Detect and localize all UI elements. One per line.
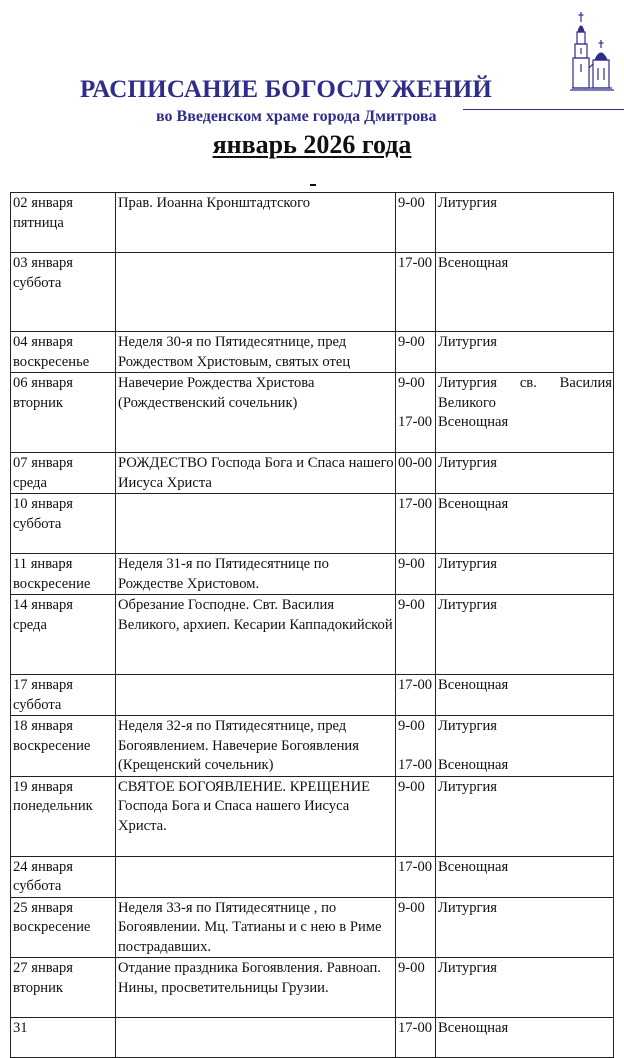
date-label: 06 января — [13, 375, 73, 391]
time-cell — [396, 776, 436, 856]
service-label: Литургия — [438, 455, 497, 471]
date-label: 10 января — [13, 496, 73, 512]
time-cell — [396, 193, 436, 253]
date-label: 18 января — [13, 718, 73, 734]
date-label: 19 января — [13, 778, 73, 795]
table-row — [11, 856, 614, 897]
time-cell — [396, 958, 436, 1018]
time-cell — [396, 253, 436, 332]
table-row — [11, 253, 614, 332]
table-row — [11, 776, 614, 856]
weekday-label: воскресение — [13, 575, 91, 592]
table-row — [11, 193, 614, 253]
time-label: 17-00 — [398, 757, 433, 773]
time-label: 9-00 — [398, 597, 425, 613]
service-cell — [436, 897, 614, 958]
service-label: Литургия — [438, 899, 497, 916]
feast-cell: Обрезание Господне. Свт. Василия Великого, архиеп. Кесарии Каппадокийской — [116, 595, 396, 675]
weekday-label: среда — [13, 474, 47, 491]
weekday-label: вторник — [13, 394, 64, 411]
service-cell — [436, 494, 614, 554]
table-row — [11, 332, 614, 373]
date-label: 04 января — [13, 334, 73, 350]
service-label: Всенощная — [438, 757, 509, 773]
table-row — [11, 453, 614, 494]
service-label: Литургия св. Василия Великого — [438, 375, 612, 411]
service-label: Всенощная — [438, 496, 509, 512]
time-cell — [396, 373, 436, 453]
time-cell — [396, 716, 436, 777]
date-label: 07 января — [13, 455, 73, 471]
page-title: РАСПИСАНИЕ БОГОСЛУЖЕНИЙ — [80, 76, 493, 103]
date-cell — [11, 193, 116, 253]
feast-cell: Неделя 31-я по Пятидесятнице по Рождестве Христовом. — [116, 554, 396, 595]
date-cell — [11, 716, 116, 777]
feast-cell — [116, 253, 396, 332]
service-label: Литургия — [438, 778, 497, 795]
feast-cell: Неделя 32-я по Пятидесятнице, пред Богоявлением. Навечерие Богоявления (Крещенский сочельник) — [116, 716, 396, 777]
feast-cell — [116, 494, 396, 554]
service-cell — [436, 332, 614, 373]
service-cell — [436, 856, 614, 897]
service-spacer — [438, 737, 612, 757]
service-label: Литургия — [438, 334, 497, 350]
date-label: 31 — [13, 1020, 28, 1036]
service-cell — [436, 716, 614, 777]
weekday-label: суббота — [13, 878, 62, 894]
time-spacer — [398, 394, 434, 414]
feast-cell: Неделя 33-я по Пятидесятнице , по Богоявлении. Мц. Татианы и с нею в Риме пострадавших. — [116, 897, 396, 958]
weekday-label: пятница — [13, 214, 64, 231]
service-label: Всенощная — [438, 414, 509, 430]
weekday-label: среда — [13, 616, 47, 633]
time-label: 9-00 — [398, 899, 425, 916]
weekday-label: понедельник — [13, 798, 93, 814]
time-label: 17-00 — [398, 414, 433, 430]
weekday-label: суббота — [13, 274, 62, 291]
date-cell — [11, 453, 116, 494]
weekday-label: воскресение — [13, 919, 91, 935]
feast-cell — [116, 856, 396, 897]
date-cell — [11, 494, 116, 554]
date-label: 27 января — [13, 960, 73, 976]
date-label: 17 января — [13, 677, 73, 693]
feast-cell: Прав. Иоанна Кронштадтского — [116, 193, 396, 253]
date-label: 14 января — [13, 597, 73, 613]
time-cell — [396, 332, 436, 373]
time-cell — [396, 897, 436, 958]
time-spacer — [398, 737, 434, 757]
service-cell — [436, 776, 614, 856]
time-label: 17-00 — [398, 255, 433, 271]
date-label: 02 января — [13, 195, 73, 211]
service-cell — [436, 193, 614, 253]
time-label: 17-00 — [398, 1020, 433, 1036]
table-row — [11, 595, 614, 675]
page-subtitle: во Введенском храме города Дмитрова — [156, 108, 437, 125]
weekday-label: воскресение — [13, 737, 91, 754]
feast-cell: Отдание праздника Богоявления. Равноап. Нины, просветительницы Грузии. — [116, 958, 396, 1018]
service-label: Литургия — [438, 195, 497, 211]
time-label: 17-00 — [398, 858, 433, 875]
feast-cell: Навечерие Рождества Христова (Рождественский сочельник) — [116, 373, 396, 453]
table-row — [11, 554, 614, 595]
church-icon — [570, 10, 614, 94]
date-cell — [11, 332, 116, 373]
feast-cell: РОЖДЕСТВО Господа Бога и Спаса нашего Иисуса Христа — [116, 453, 396, 494]
service-label: Всенощная — [438, 255, 509, 271]
weekday-label: суббота — [13, 696, 62, 713]
time-label: 00-00 — [398, 455, 433, 471]
service-label: Литургия — [438, 960, 497, 976]
date-label: 25 января — [13, 899, 73, 916]
time-label: 9-00 — [398, 375, 425, 391]
date-label: 11 января — [13, 556, 73, 572]
divider-dash — [310, 184, 316, 186]
date-cell — [11, 253, 116, 332]
date-cell — [11, 856, 116, 897]
feast-cell: Неделя 30-я по Пятидесятнице, пред Рождеством Христовым, святых отец — [116, 332, 396, 373]
table-row — [11, 675, 614, 716]
table-row — [11, 716, 614, 777]
service-cell — [436, 373, 614, 453]
time-label: 9-00 — [398, 718, 425, 734]
time-label: 9-00 — [398, 960, 425, 976]
time-label: 9-00 — [398, 556, 425, 572]
service-cell — [436, 595, 614, 675]
table-row — [11, 373, 614, 453]
date-cell — [11, 675, 116, 716]
date-cell — [11, 554, 116, 595]
table-row — [11, 494, 614, 554]
month-label: январь 2026 года — [212, 130, 412, 159]
weekday-label: вторник — [13, 979, 64, 996]
feast-cell — [116, 675, 396, 716]
service-label: Литургия — [438, 718, 497, 734]
service-label: Литургия — [438, 556, 497, 572]
date-cell — [11, 897, 116, 958]
time-cell — [396, 494, 436, 554]
service-label: Всенощная — [438, 858, 509, 875]
date-label: 03 января — [13, 255, 73, 271]
time-label: 9-00 — [398, 195, 425, 211]
service-cell — [436, 675, 614, 716]
month-heading — [0, 130, 624, 160]
time-cell — [396, 856, 436, 897]
time-label: 17-00 — [398, 496, 433, 512]
service-label: Всенощная — [438, 677, 509, 693]
service-label: Литургия — [438, 597, 497, 613]
table-row — [11, 897, 614, 958]
service-label: Всенощная — [438, 1020, 509, 1036]
time-label: 17-00 — [398, 677, 433, 693]
date-cell — [11, 958, 116, 1018]
table-row — [11, 958, 614, 1018]
date-cell — [11, 776, 116, 856]
time-label: 9-00 — [398, 778, 425, 795]
weekday-label: суббота — [13, 515, 62, 532]
time-cell — [396, 453, 436, 494]
service-cell — [436, 958, 614, 1018]
time-cell — [396, 675, 436, 716]
service-cell — [436, 253, 614, 332]
date-cell — [11, 595, 116, 675]
feast-cell: СВЯТОЕ БОГОЯВЛЕНИЕ. КРЕЩЕНИЕ Господа Бога и Спаса нашего Иисуса Христа. — [116, 776, 396, 856]
time-cell — [396, 595, 436, 675]
time-label: 9-00 — [398, 334, 425, 350]
time-cell — [396, 554, 436, 595]
title-underline-rule — [463, 109, 624, 110]
date-label: 24 января — [13, 858, 73, 875]
date-cell — [11, 373, 116, 453]
schedule-table — [10, 192, 614, 1058]
service-cell — [436, 453, 614, 494]
schedule-header — [0, 0, 624, 190]
weekday-label: воскресенье — [13, 353, 90, 370]
service-cell — [436, 554, 614, 595]
